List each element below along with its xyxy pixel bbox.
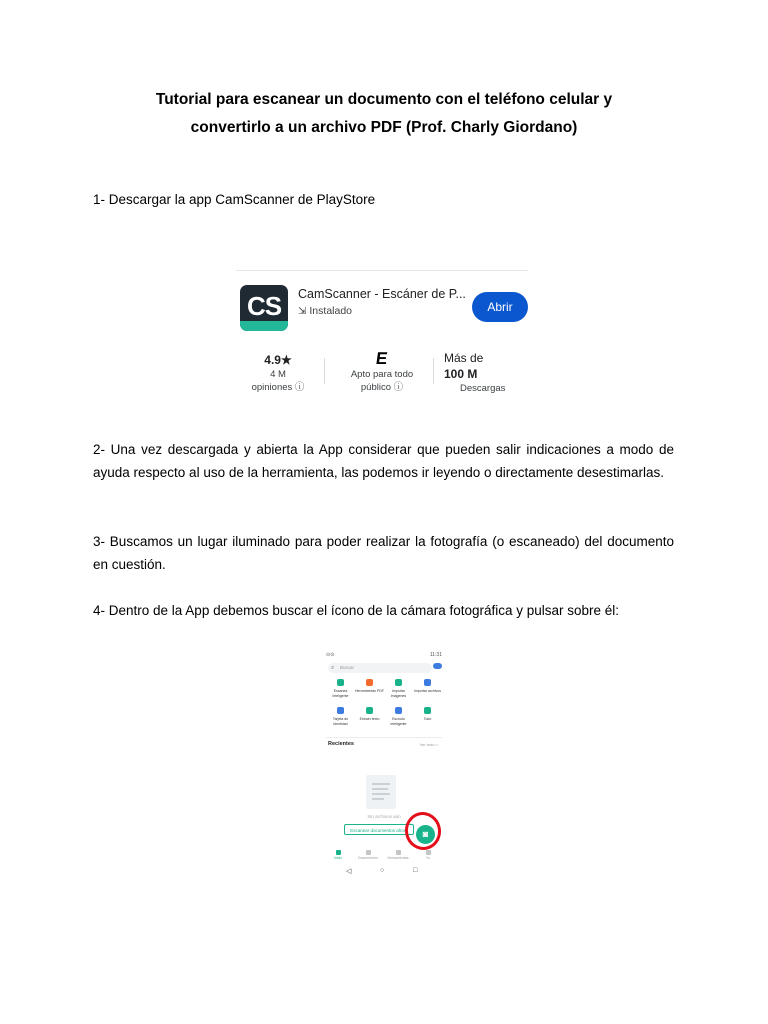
- tool-item[interactable]: [384, 707, 413, 726]
- tool-item[interactable]: [413, 707, 442, 722]
- divider: [324, 358, 325, 384]
- tool-label: Escanea inteligente: [332, 689, 349, 698]
- nav-tools[interactable]: [386, 850, 410, 860]
- title-line-1: Tutorial para escanear un documento con el teléfono celular y: [155, 91, 613, 108]
- tool-item[interactable]: [384, 679, 413, 698]
- scan-now-button[interactable]: Escanear documentos ahora: [344, 824, 414, 835]
- tool-label: Escrudo inteligente: [390, 717, 407, 726]
- tool-label: Importar archivos: [413, 689, 442, 693]
- status-bar: [326, 652, 442, 660]
- user-icon: [426, 850, 431, 855]
- recent-title: Recientes: [328, 741, 354, 747]
- search-input[interactable]: [328, 663, 432, 673]
- install-check-icon: ⇲: [298, 306, 307, 317]
- nav-me[interactable]: [416, 850, 440, 860]
- tool-icon: [395, 679, 402, 686]
- tool-icon: [337, 679, 344, 686]
- tool-item[interactable]: [326, 679, 355, 698]
- downloads-value: 100 M: [444, 367, 478, 381]
- tool-icon: [424, 707, 431, 714]
- status-icons: ⊙⊙: [326, 652, 335, 658]
- tool-icon: [337, 707, 344, 714]
- tool-label: Importar imágenes: [390, 689, 407, 698]
- rating-stat: [248, 352, 308, 394]
- tool-label: Herramientas PDF: [355, 689, 384, 693]
- tool-icon: [395, 707, 402, 714]
- tool-item[interactable]: [413, 679, 442, 694]
- tool-item[interactable]: [355, 679, 384, 694]
- installed-label: Instalado: [309, 305, 353, 317]
- app-screenshot: [322, 649, 446, 881]
- tool-item[interactable]: [355, 707, 384, 722]
- rating-value: 4.9★: [264, 353, 292, 367]
- step-4-text: 4- Dentro de la App debemos buscar el ícono de la cámara fotográfica y pulsar sobre él:: [93, 603, 620, 618]
- camera-icon[interactable]: ◙: [416, 825, 435, 844]
- back-icon[interactable]: ◁: [346, 868, 352, 875]
- see-all-link[interactable]: Ver todo >: [419, 742, 438, 747]
- installed-status: [298, 305, 352, 317]
- playstore-card: [236, 270, 536, 410]
- age-rating-stat: [340, 350, 424, 394]
- divider: [433, 358, 434, 384]
- empty-state-text: Sin archivos aún: [367, 814, 401, 819]
- downloads-title: Más de: [444, 351, 484, 365]
- tool-icon: [424, 679, 431, 686]
- divider: [236, 270, 528, 271]
- logo-letters: CS: [246, 291, 282, 321]
- empty-document-illustration: [366, 775, 396, 809]
- downloads-label: Descargas: [460, 383, 506, 394]
- tool-icon: [366, 707, 373, 714]
- step-3-text: 3- Buscamos un lugar iluminado para poder realizar la fotografía (o escaneado) del documento en cuestión.: [93, 534, 674, 572]
- search-placeholder: Buscar: [340, 665, 355, 670]
- search-icon: ⌕: [331, 665, 335, 671]
- home-circle-icon[interactable]: ○: [380, 867, 385, 874]
- status-time: 11:31: [429, 652, 442, 658]
- step-2-text: 2- Una vez descargada y abierta la App considerar que pueden salir indicaciones a modo de ayuda respecto al uso de la herramienta, las podemos ir leyendo o directamente desestimarlas.: [93, 442, 674, 480]
- tool-label: Todo: [423, 717, 432, 721]
- tools-icon: [396, 850, 401, 855]
- divider: [326, 737, 442, 738]
- cloud-icon[interactable]: [433, 663, 442, 669]
- nav-home[interactable]: [326, 850, 350, 860]
- title-line-2: convertirlo a un archivo PDF (Prof. Charly Giordano): [190, 119, 578, 136]
- nav-documents[interactable]: [356, 850, 380, 860]
- age-line-1: Apto para todo: [350, 369, 414, 380]
- logo-stripe: [240, 321, 288, 331]
- step-1-text: 1- Descargar la app CamScanner de PlayStore: [93, 192, 376, 207]
- age-rating-badge-icon: E: [375, 349, 390, 368]
- recent-apps-icon[interactable]: □: [413, 867, 418, 874]
- nav-label: Yo: [426, 856, 430, 860]
- document-icon: [366, 850, 371, 855]
- tool-icon: [366, 679, 373, 686]
- tool-label: Tarjeta de identidad: [332, 717, 349, 726]
- nav-label: Documentos: [358, 856, 378, 860]
- downloads-stat: [444, 350, 514, 395]
- tool-label: Extraer texto: [359, 717, 380, 721]
- document-title: [100, 86, 668, 142]
- nav-label: Herramientas: [387, 856, 409, 860]
- app-name: CamScanner - Escáner de P...: [298, 287, 466, 301]
- open-button[interactable]: Abrir: [472, 292, 528, 322]
- camscanner-logo-icon: [240, 285, 288, 331]
- system-nav-bar: [322, 867, 446, 877]
- home-icon: [336, 850, 341, 855]
- bottom-nav: [322, 850, 446, 864]
- rating-label: opiniones ⓘ: [251, 382, 305, 393]
- rating-count: 4 M: [270, 369, 286, 380]
- tool-item[interactable]: [326, 707, 355, 726]
- nav-label: Inicio: [333, 856, 343, 860]
- age-line-2: público ⓘ: [360, 382, 404, 393]
